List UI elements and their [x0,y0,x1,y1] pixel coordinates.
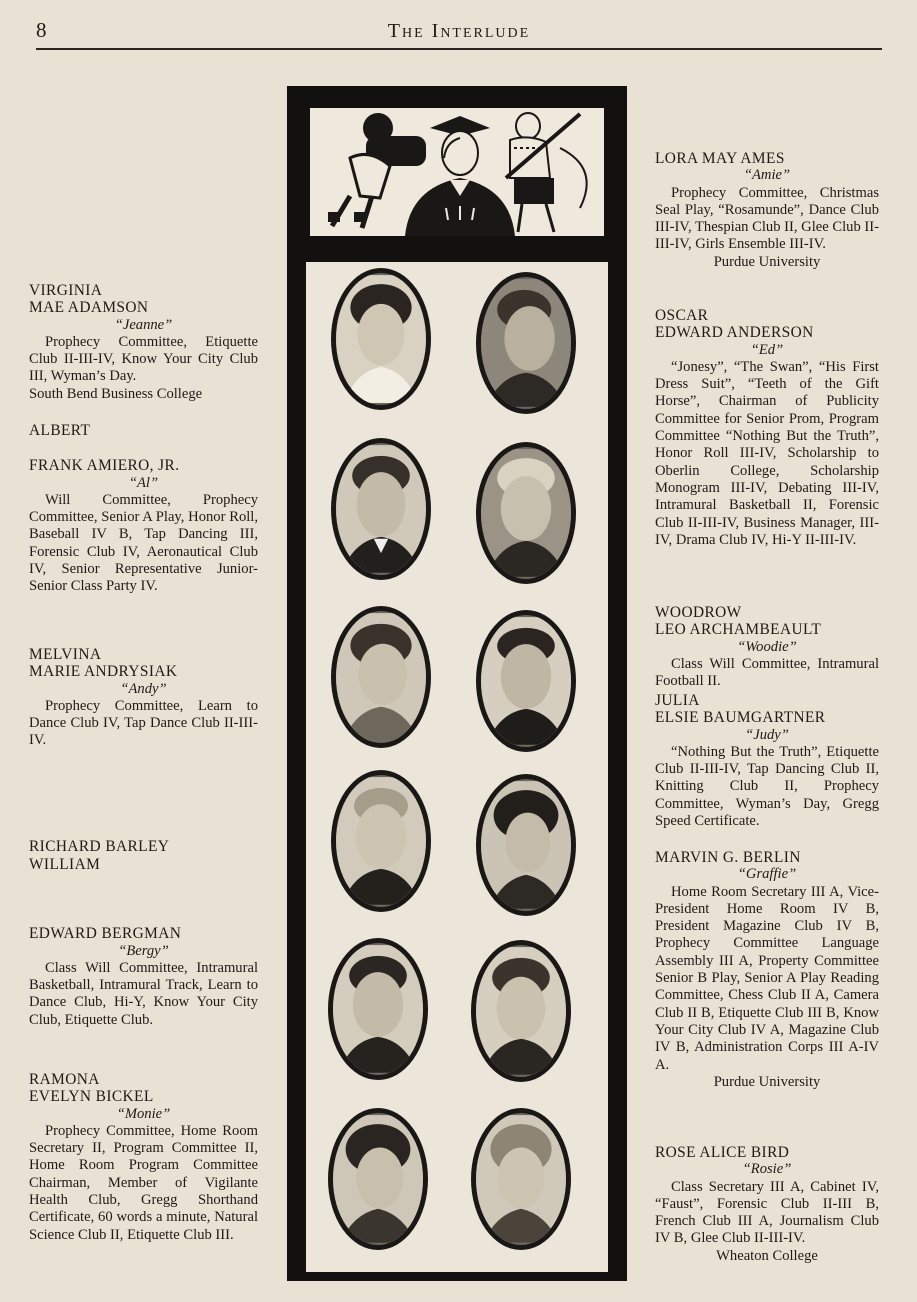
student-portrait [471,940,571,1082]
student-destination: Wheaton College [716,1247,818,1264]
student-portrait [331,268,431,410]
student-portrait [476,610,576,752]
photo-strip [287,86,627,1281]
student-name-line1: ALBERT [29,422,91,439]
portrait-photo-icon [481,447,571,579]
student-entry [29,646,258,750]
portrait-photo-icon [336,273,426,405]
portrait-photo-icon [336,611,426,743]
decorative-banner [310,108,604,236]
student-name-line2: MAE ADAMSON [29,299,149,317]
student-nickname: “Monie” [116,1105,171,1122]
student-portrait [328,938,428,1080]
portrait-photo-icon [336,775,426,907]
student-entry [655,849,879,1091]
student-portrait [328,1108,428,1250]
student-portrait [476,442,576,584]
student-portrait [476,272,576,414]
student-name-line1: LORA MAY AMES [655,150,785,167]
student-activities: Will Committee, Prophecy Committee, Senior A Play, Honor Roll, Baseball IV B, Tap Dancing III, Forensic Club IV, Aeronautical Club IV, Senior Representative Junior-Senior Class Party IV. [29,491,258,595]
student-nickname: “Bergy” [118,942,169,959]
student-name-line1: WOODROW [655,604,742,621]
student-name-line1: RAMONA [29,1071,100,1088]
student-destination: South Bend Business College [29,385,203,402]
student-entry [655,150,879,271]
portrait-photo-icon [333,943,423,1075]
student-entry [29,1071,258,1244]
student-name-line1: MELVINA [29,646,102,663]
student-nickname: “Ed” [750,341,784,358]
student-portrait [331,438,431,580]
student-nickname: “Judy” [745,726,789,743]
portrait-photo-icon [481,615,571,747]
portrait-photo-icon [481,277,571,409]
student-name-line1: WILLIAM [29,856,101,873]
student-nickname: “Jeanne” [114,316,173,333]
portrait-photo-icon [476,1113,566,1245]
portrait-photo-icon [333,1113,423,1245]
student-nickname: “Andy” [120,680,167,697]
student-name-line2: LEO ARCHAMBEAULT [655,621,822,639]
student-entry [29,856,258,1029]
student-entry [29,838,258,855]
student-entry [655,1144,879,1265]
student-name-line1: MARVIN G. BERLIN [655,849,801,866]
student-name-line2: EDWARD BERGMAN [29,925,182,943]
page-title: The Interlude [387,20,531,42]
student-nickname: “Al” [128,474,159,491]
portrait-photo-icon [476,945,566,1077]
page-header [36,14,882,50]
student-entry [655,307,879,549]
student-activities: “Jonesy”, “The Swan”, “His First Dress Suit”, “Teeth of the Gift Horse”, Chairman of Publicity Committee for Senior Prom, Program Committee “Nothing But the Truth”, Honor Roll III-IV, Scholarship to Oberlin College, Scholarship Monogram III-IV, Debating III-IV, Intramural Basketball II, Forensic Club II-III-IV, Business Manager, III-IV, Drama Club IV, Hi-Y II-III-IV. [655,358,879,548]
student-name-line2: EDWARD ANDERSON [655,324,814,342]
student-name-line1: OSCAR [655,307,709,324]
student-name-line2: MARIE ANDRYSIAK [29,663,178,681]
student-portrait [331,770,431,912]
student-activities: Prophecy Committee, Home Room Secretary II, Program Committee II, Home Room Program Committee Chairman, Member of Vigilante Health Club, Gregg Shorthand Certificate, 60 words a minute, Natural Science Club II, Etiquette Club III. [29,1122,258,1243]
student-activities: Home Room Secretary III A, Vice-President Home Room IV B, President Magazine Club IV B, Prophecy Committee Language Assembly III A, Property Committee Senior B Play, Senior A Play Reading Committee, Chess Club II A, Camera Club II B, Etiquette Club III B, Know Your City Club IV A, Magazine Club IV B, Administration Corps III A-IV A. [655,883,879,1073]
student-destination: Purdue University [713,253,821,270]
banner-illustration-icon [310,108,604,236]
student-portrait [331,606,431,748]
student-name-line1: JULIA [655,692,700,709]
student-entry [29,422,258,596]
student-name-line2: FRANK AMIERO, JR. [29,457,180,475]
student-nickname: “Amie” [743,167,791,184]
portrait-photo-icon [336,443,426,575]
header-rule [36,48,882,50]
student-entry [655,692,879,830]
student-portrait [476,774,576,916]
student-nickname: “Graffie” [737,866,797,883]
student-portrait [471,1108,571,1250]
student-nickname: “Rosie” [742,1161,792,1178]
student-destination: Purdue University [713,1073,821,1090]
student-entry [29,282,258,403]
student-name-line1: RICHARD BARLEY [29,838,170,855]
student-activities: Class Will Committee, Intramural Basketball, Intramural Track, Learn to Dance Club, Hi-Y, Know Your City Club, Etiquette Club. [29,959,258,1028]
student-name-line1: VIRGINIA [29,282,103,299]
portrait-panel [306,262,608,1272]
student-name-line1: ROSE ALICE BIRD [655,1144,790,1161]
student-activities: Class Will Committee, Intramural Football II. [655,655,879,690]
page-number: 8 [36,18,47,42]
student-activities: “Nothing But the Truth”, Etiquette Club II-III-IV, Tap Dancing Club II, Knitting Club II, Prophecy Committee, Wyman’s Day, Gregg Speed Certificate. [655,743,879,830]
student-activities: Class Secretary III A, Cabinet IV, “Faust”, Forensic Club II-III B, French Club III A, Journalism Club IV B, Glee Club II-III-IV. [655,1178,879,1247]
student-activities: Prophecy Committee, Etiquette Club II-III-IV, Know Your City Club III, Wyman’s Day. [29,333,258,385]
portrait-photo-icon [481,779,571,911]
student-nickname: “Woodie” [737,638,797,655]
student-activities: Prophecy Committee, Learn to Dance Club IV, Tap Dance Club II-III-IV. [29,697,258,749]
student-name-line2: ELSIE BAUMGARTNER [655,709,826,727]
student-entry [655,604,879,690]
student-activities: Prophecy Committee, Christmas Seal Play, “Rosamunde”, Dance Club III-IV, Thespian Club II, Glee Club II-III-IV, Girls Ensemble III-IV. [655,184,879,253]
student-name-line2: EVELYN BICKEL [29,1088,154,1106]
